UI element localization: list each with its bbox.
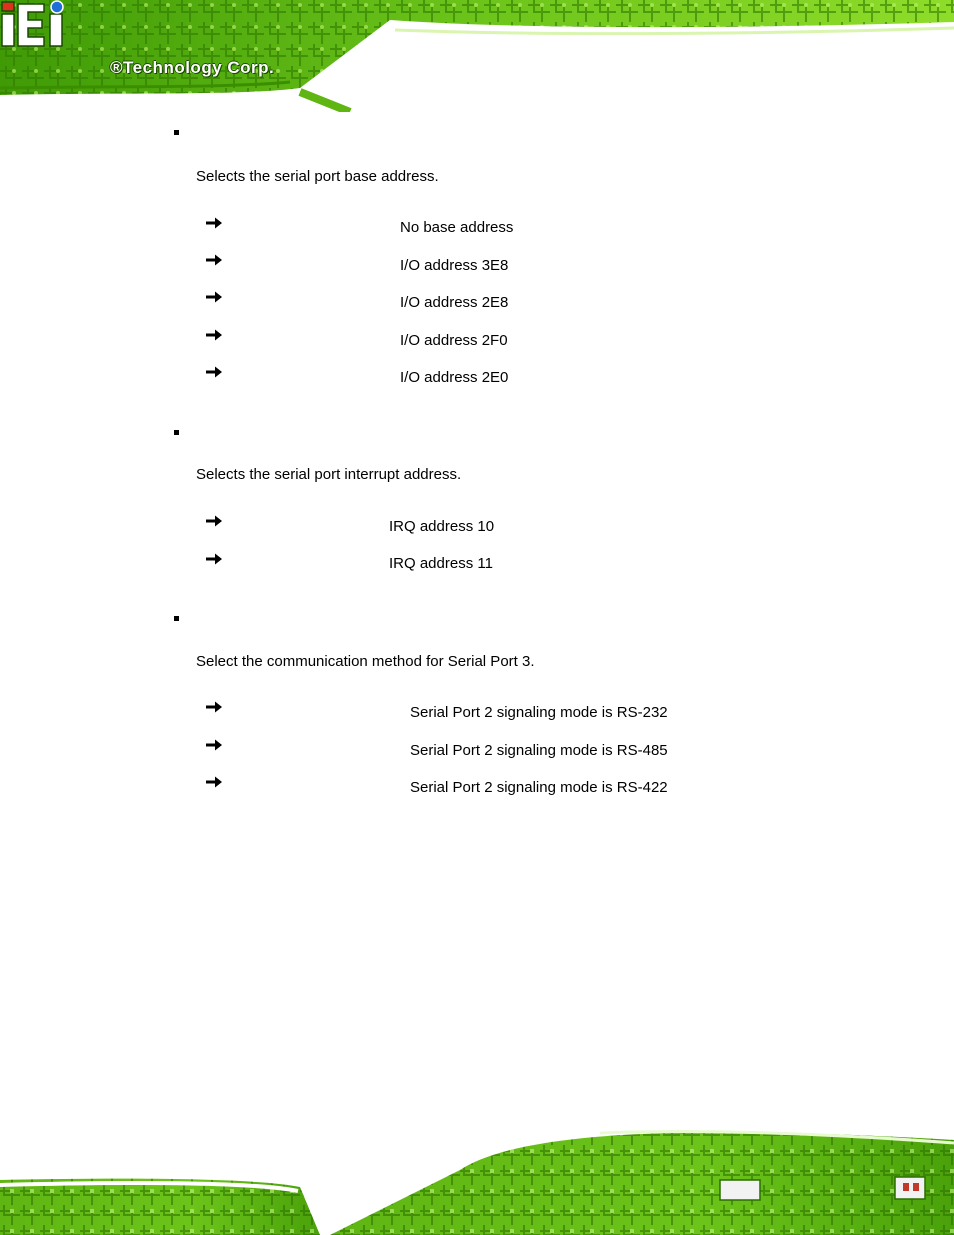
option-description: I/O address 2E0: [400, 369, 509, 386]
circuit-board-header-graphic: [0, 0, 954, 112]
option-description: Serial Port 2 signaling mode is RS-232: [410, 704, 668, 721]
arrow-right-icon: [205, 328, 223, 342]
option-description: Serial Port 2 signaling mode is RS-422: [410, 779, 668, 796]
section-description: Selects the serial port base address.: [196, 168, 439, 185]
arrow-right-icon: [205, 775, 223, 789]
arrow-right-icon: [205, 216, 223, 230]
section-description: Select the communication method for Serial Port 3.: [196, 653, 535, 670]
arrow-right-icon: [205, 514, 223, 528]
iei-logo: [0, 0, 70, 48]
arrow-right-icon: [205, 552, 223, 566]
arrow-right-icon: [205, 700, 223, 714]
option-description: IRQ address 10: [389, 518, 495, 535]
page-header-banner: [0, 0, 954, 112]
page-footer-banner: [0, 1125, 954, 1235]
option-description: Serial Port 2 signaling mode is RS-485: [410, 742, 668, 759]
option-description: No base address: [400, 219, 514, 236]
arrow-right-icon: [205, 365, 223, 379]
section-bullet: [174, 130, 179, 135]
option-description: I/O address 2F0: [400, 332, 508, 349]
section-description: Selects the serial port interrupt address.: [196, 466, 462, 483]
arrow-right-icon: [205, 738, 223, 752]
section-bullet: [174, 616, 179, 621]
option-description: IRQ address 11: [389, 555, 493, 572]
section-bullet: [174, 430, 179, 435]
brand-text: ®Technology Corp.: [110, 58, 275, 77]
arrow-right-icon: [205, 290, 223, 304]
option-description: I/O address 3E8: [400, 257, 509, 274]
circuit-board-footer-graphic: [0, 1125, 954, 1235]
option-description: I/O address 2E8: [400, 294, 509, 311]
arrow-right-icon: [205, 253, 223, 267]
